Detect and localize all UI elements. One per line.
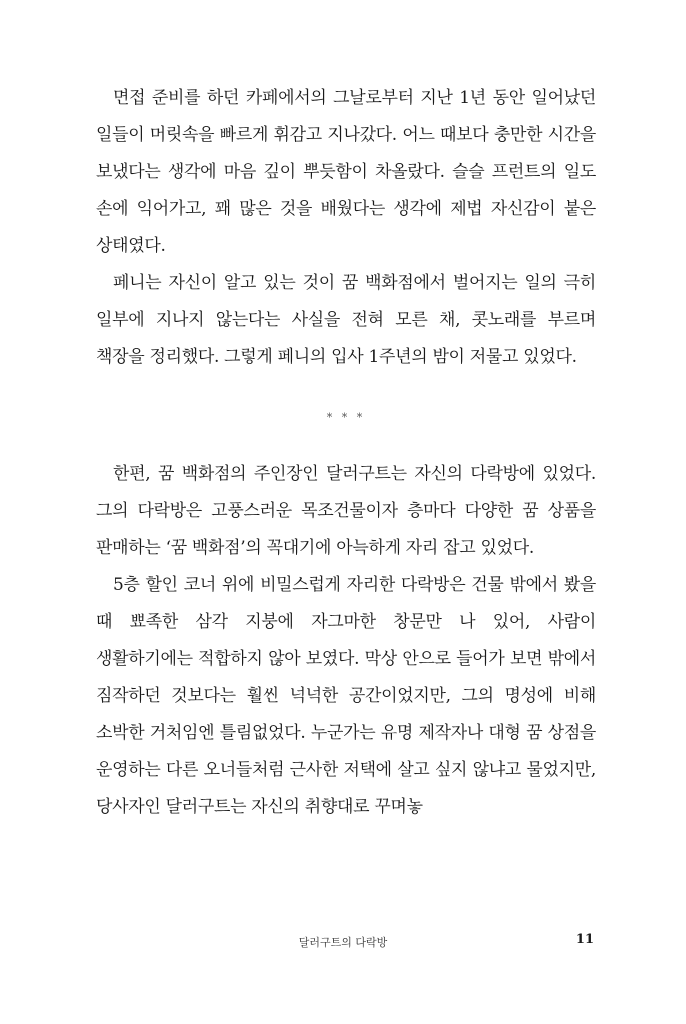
running-footer-title: 달러구트의 다락방 xyxy=(298,936,388,949)
paragraph: 한편, 꿈 백화점의 주인장인 달러구트는 자신의 다락방에 있었다. 그의 다락방은 고풍스러운 목조건물이자 층마다 다양한 꿈 상품을 판매하는 ‘꿈 백화점’의 꼭대기에 아늑하게 자리 잡고 있었다. xyxy=(96,464,596,558)
page-body xyxy=(96,80,596,826)
paragraph: 5층 할인 코너 위에 비밀스럽게 자리한 다락방은 건물 밖에서 봤을 때 뾰족한 삼각 지붕에 자그마한 창문만 나 있어, 사람이 생활하기에는 적합하지 않아 보였다. 막상 안으로 들어가 보면 밖에서 짐작하던 것보다는 훨씬 넉넉한 공간이었지만, 그의 명성에 비해 소박한 거처임엔 틀림없었다. 누군가는 유명 제작자나 대형 꿈 상점을 운영하는 다른 오너들처럼 근사한 저택에 살고 싶지 않냐고 물었지만, 당사자인 달러구트는 자신의 취향대로 꾸며놓 xyxy=(96,575,596,817)
section-divider: * * * xyxy=(326,411,366,424)
paragraph: 면접 준비를 하던 카페에서의 그날로부터 지난 1년 동안 일어났던 일들이 머릿속을 빠르게 휘감고 지나갔다. 어느 때보다 충만한 시간을 보냈다는 생각에 마음 깊이 뿌듯함이 차올랐다. 슬슬 프런트의 일도 손에 익어가고, 꽤 많은 것을 배웠다는 생각에 제법 자신감이 붙은 상태였다. xyxy=(96,88,596,256)
paragraph: 페니는 자신이 알고 있는 것이 꿈 백화점에서 벌어지는 일의 극히 일부에 지나지 않는다는 사실을 전혀 모른 채, 콧노래를 부르며 책장을 정리했다. 그렇게 페니의 입사 1주년의 밤이 저물고 있었다. xyxy=(96,273,596,367)
page-number: 11 xyxy=(575,932,594,947)
